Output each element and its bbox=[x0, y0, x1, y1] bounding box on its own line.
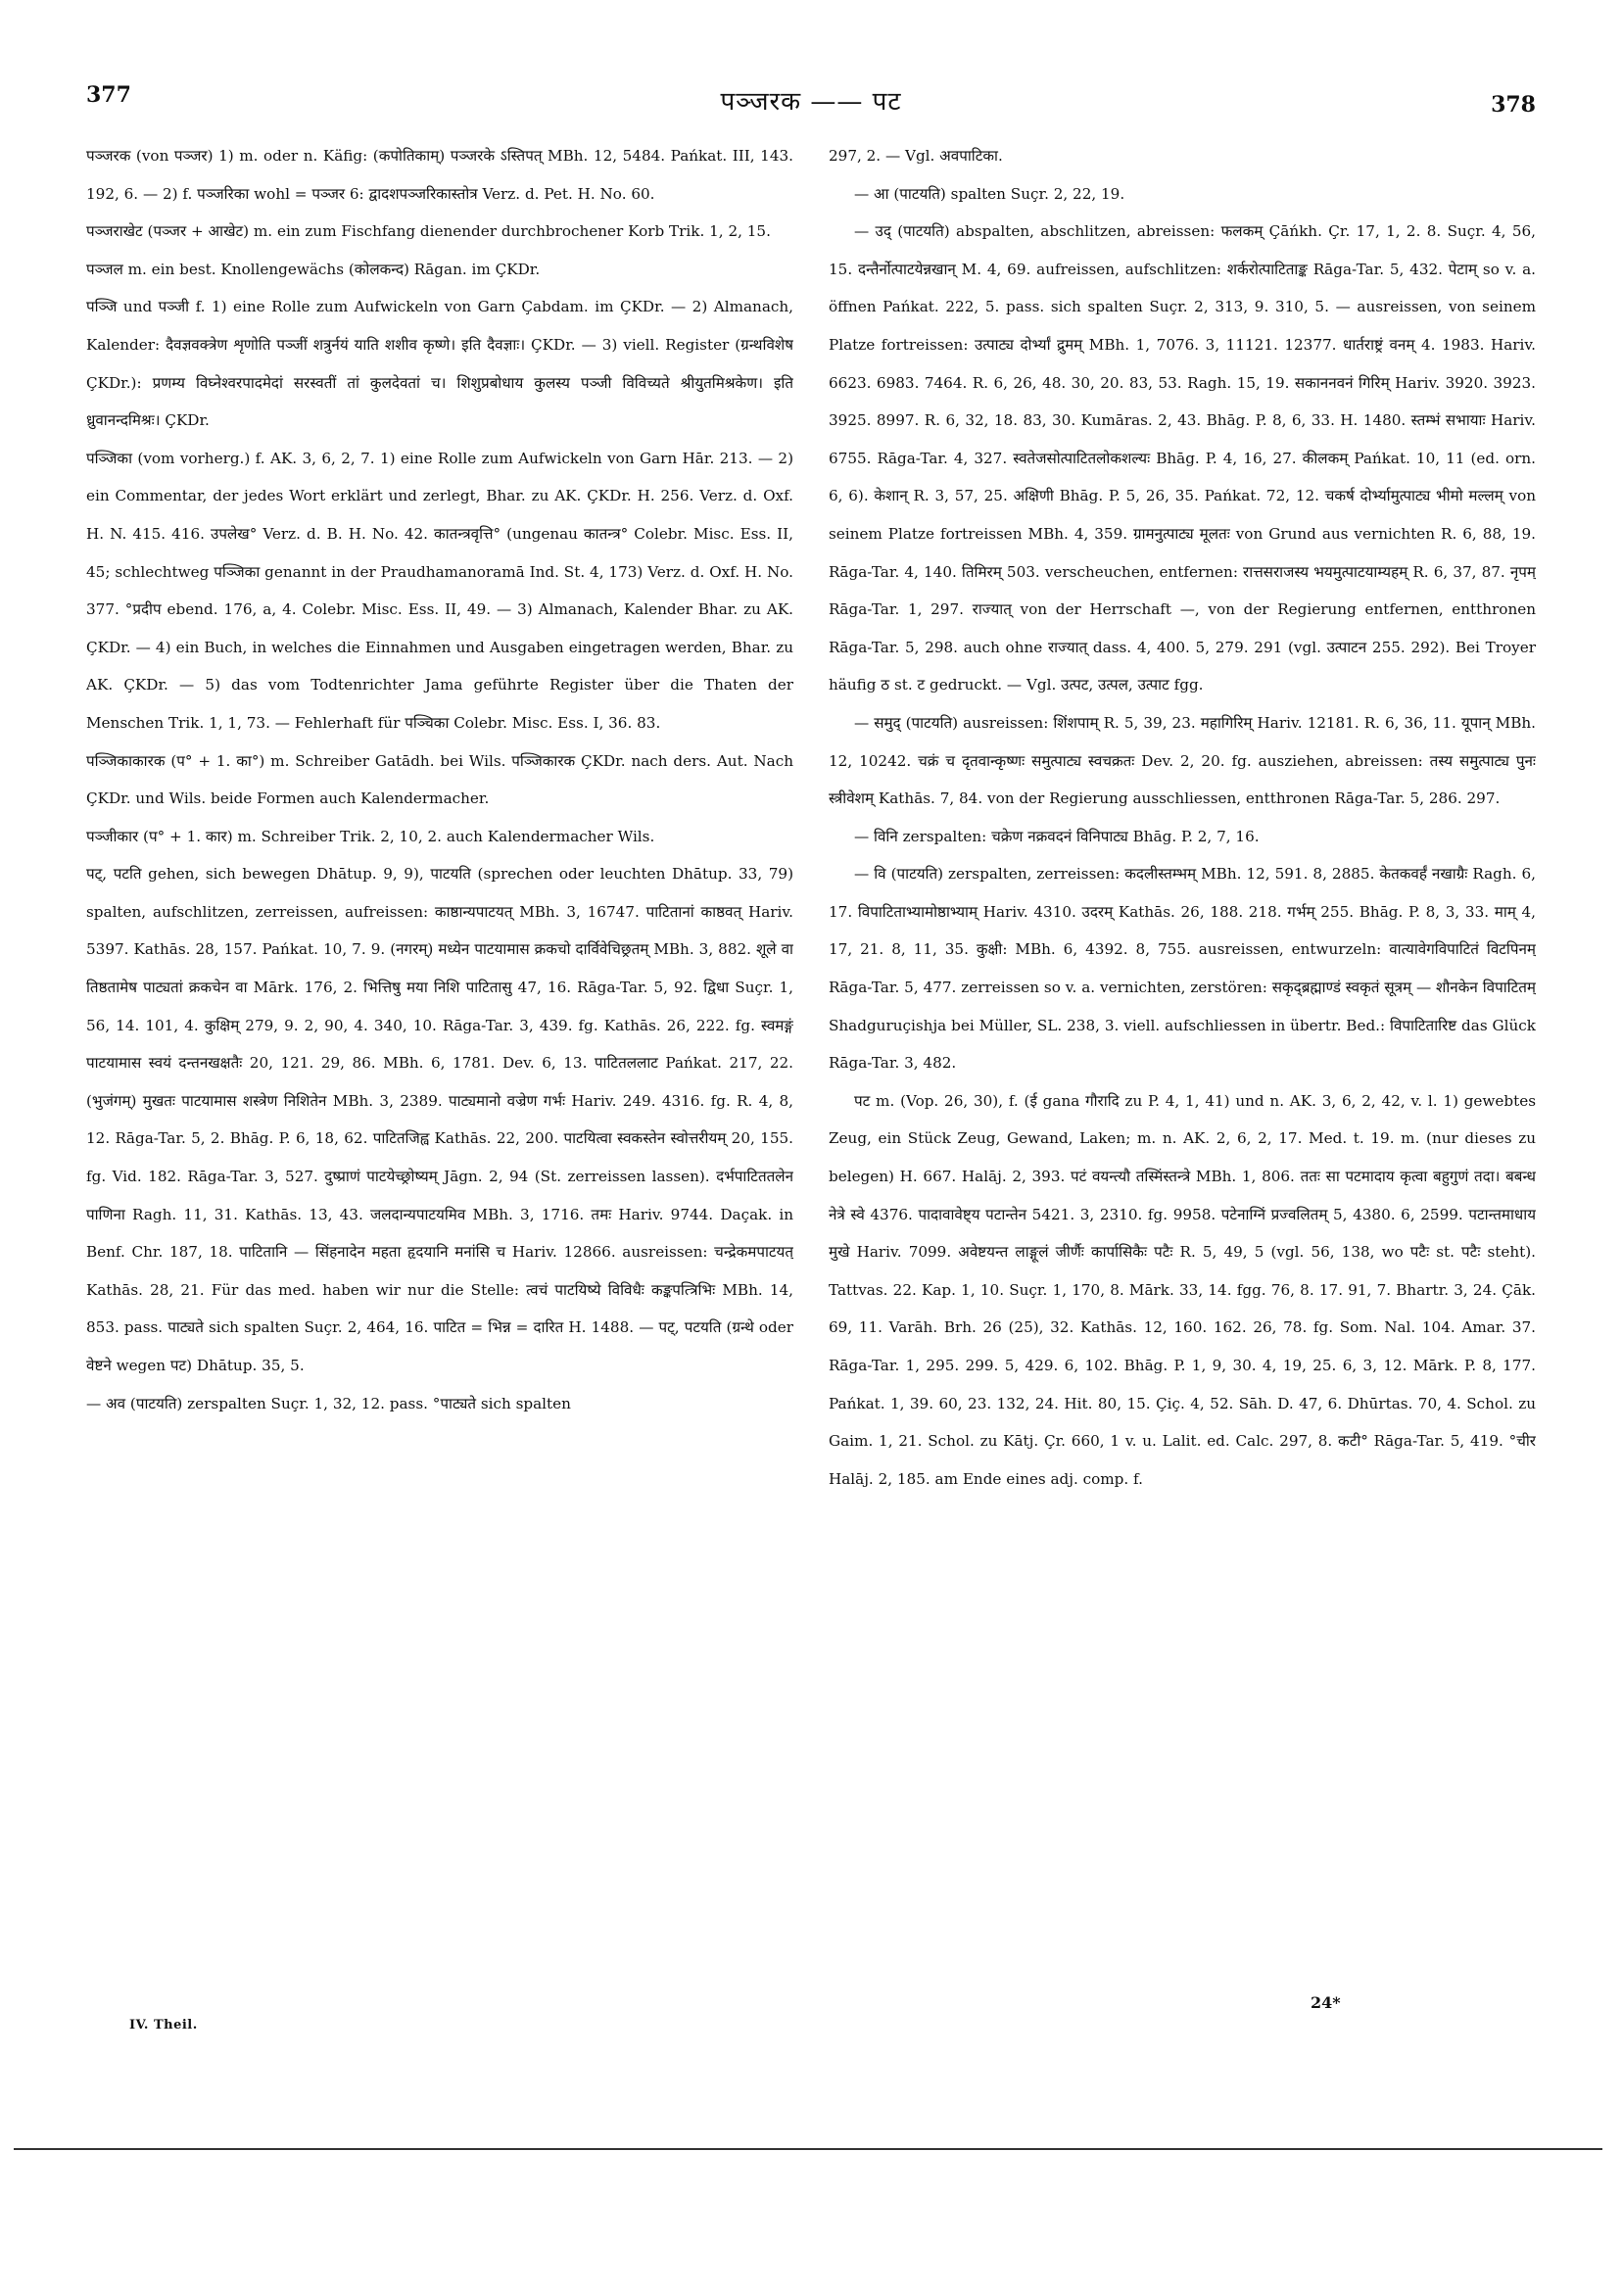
volume-note: IV. Theil. bbox=[129, 2018, 198, 2033]
entry-pat: पट्, पटति gehen, sich bewegen Dhātup. 9, 9), पाटयति (sprechen oder leuchten Dhātup. 33, 79) spalten, aufschlitzen, zerreissen, aufreissen: काष्ठान्यपाटयत् MBh. 3, 16747. पाटितानां काष्ठवत् Hariv. 5397. Kathās. 28, 157. Pańkat. 10, 7. 9. (नगरम्) मध्येन पाटयामास क्रकचो दार्विवेचिछ्रतम् MBh. 3, 882. शूले वा तिष्ठतामेष पाट्यतां क्रकचेन वा Mārk. 176, 2. भित्तिषु मया निशि पाटितासु 47, 16. Rāga-Tar. 5, 92. द्विधा Suçr. 1, 56, 14. 101, 4. कुक्षिम् 279, 9. 2, 90, 4. 340, 10. Rāga-Tar. 3, 439. fg. Kathās. 26, 222. fg. स्वमङ्गं पाटयामास स्वयं दन्तनखक्षतैः 20, 121. 29, 86. MBh. 6, 1781. Dev. 6, 13. पाटितललाट Pańkat. 217, 22. (भुजंगम्) मुखतः पाटयामास शस्त्रेण निशितेन MBh. 3, 2389. पाट्यमानो वज्रेण गर्भः Hariv. 249. 4316. fg. R. 4, 8, 12. Rāga-Tar. 5, 2. Bhāg. P. 6, 18, 62. पाटितजिह्व Kathās. 22, 200. पाटयित्वा स्वकस्तेन स्वोत्तरीयम् 20, 155. fg. Vid. 182. Rāga-Tar. 3, 527. दुष्प्राणं पाटयेच्छ्रोष्यम् Jāgn. 2, 94 (St. zerreissen lassen). दर्भपाटिततलेन पाणिना Ragh. 11, 31. Kathās. 13, 43. जलदान्यपाटयमिव MBh. 3, 1716. तमः Hariv. 9744. Daçak. in Benf. Chr. 187, 18. पाटितानि — सिंहनादेन महता हृदयानि मनांसि च Hariv. 12866. ausreissen: चन्द्रेकमपाटयत् Kathās. 28, 21. Für das med. haben wir nur die Stelle: त्वचं पाटयिष्ये विविधैः कङ्कपत्त्रिभिः MBh. 14, 853. pass. पाट्यते sich spalten Suçr. 2, 464, 16. पाटित = भिन्न = दारित H. 1488. — पट्, पटयति (ग्रन्थे oder वेष्टने wegen पट) Dhātup. 35, 5. bbox=[86, 865, 793, 1374]
entry-panjika: पञ्जिका (vom vorherg.) f. AK. 3, 6, 2, 7. 1) eine Rolle zum Aufwickeln von Garn Hār. 213. — 2) ein Commentar, der jedes Wort erklärt und zerlegt, Bhar. zu AK. ÇKDr. H. 256. Verz. d. Oxf. H. N. 415. 416. उपलेख° Verz. d. B. H. No. 42. कातन्त्रवृत्ति° (ungenau कातन्त्र° Colebr. Misc. Ess. II, 45; schlechtweg पञ्जिका genannt in der Praudhamanoramā Ind. St. 4, 173) Verz. d. Oxf. H. No. 377. °प्रदीप ebend. 176, a, 4. Colebr. Misc. Ess. II, 49. — 3) Almanach, Kalender Bhar. zu AK. ÇKDr. — 4) ein Buch, in welches die Einnahmen und Ausgaben eingetragen werden, Bhar. zu AK. ÇKDr. — 5) das vom Todtenrichter Jama geführte Register über die Thaten der Menschen Trik. 1, 1, 73. — Fehlerhaft für पञ्चिका Colebr. Misc. Ess. I, 36. 83. bbox=[86, 449, 793, 732]
entry-pat-a: — आ (पाटयति) spalten Suçr. 2, 22, 19. bbox=[854, 184, 1125, 203]
page-number-left: 377 bbox=[86, 82, 131, 108]
entry-pat-vini: — विनि zerspalten: चक्रेण नक्रवदनं विनिपाट्य Bhāg. P. 2, 7, 16. bbox=[854, 827, 1260, 845]
entry-panjikakaraka: पञ्जिकाकारक (प° + 1. का°) m. Schreiber Gatādh. bei Wils. पञ्जिकारक ÇKDr. nach ders. Aut. Nach ÇKDr. und Wils. beide Formen auch Kalendermacher. bbox=[86, 751, 793, 808]
running-head: पञ्जरक —— पट bbox=[720, 87, 902, 117]
entry-pat-vi: — वि (पाटयति) zerspalten, zerreissen: कदलीस्तम्भम् MBh. 12, 591. 8, 2885. केतकवर्हं नखाग्रैः Ragh. 6, 17. विपाटिताभ्यामोष्ठाभ्याम् Hariv. 4310. उदरम् Kathās. 26, 188. 218. गर्भम् 255. Bhāg. P. 8, 3, 33. माम् 4, 17, 21. 8, 11, 35. कुक्षी: MBh. 6, 4392. 8, 755. ausreissen, entwurzeln: वात्यावेगविपाटितं विटपिनम् Rāga-Tar. 5, 477. zerreissen so v. a. vernichten, zerstören: सकृद्ब्रह्माण्डं स्वकृतं सूत्रम् — शौनकेन विपाटितम् Shadguruçishja bei Müller, SL. 238, 3. viell. aufschliessen in übertr. Bed.: विपाटितारिष्ट das Glück Rāga-Tar. 3, 482. bbox=[829, 865, 1536, 1073]
entry-ava-continued: 297, 2. — Vgl. अवपाटिका. bbox=[829, 147, 1003, 165]
bottom-rule bbox=[14, 2148, 1602, 2150]
entry-panjala: पञ्जल m. ein best. Knollengewächs (कोलकन्द) Rāgan. im ÇKDr. bbox=[86, 260, 541, 278]
entry-panji: पञ्जि und पञ्जी f. 1) eine Rolle zum Aufwickeln von Garn Çabdam. im ÇKDr. — 2) Almanach, Kalender: दैवज्ञवक्त्रेण शृणोति पञ्जीं शत्रुर्नयं याति शशीव कृष्णे। इति दैवज्ञाः। ÇKDr. — 3) viell. Register (ग्रन्थविशेष ÇKDr.): प्रणम्य विघ्नेश्वरपादमेदां सरस्वतीं तां कुलदेवतां च। शिशुप्रबोधाय कुलस्य पञ्जी विविच्यते श्रीयुतमिश्रकेण। इति ध्रुवानन्दमिश्रः। ÇKDr. bbox=[86, 298, 793, 430]
right-column bbox=[829, 137, 1536, 2047]
entry-pat-ud: — उद् (पाटयति) abspalten, abschlitzen, abreissen: फलकम् Çāńkh. Çr. 17, 1, 2. 8. Suçr. 4, 56, 15. दन्तैर्नोत्पाटयेन्नखान् M. 4, 69. aufreissen, aufschlitzen: शर्करोत्पाटिताङ्क Rāga-Tar. 5, 432. पेटाम् so v. a. öffnen Pańkat. 222, 5. pass. sich spalten Suçr. 2, 313, 9. 310, 5. — ausreissen, von seinem Platze fortreissen: उत्पाट्य दोर्भ्यां द्रुमम् MBh. 1, 7076. 3, 11121. 12377. धार्तराष्ट्रं वनम् 4. 1983. Hariv. 6623. 6983. 7464. R. 6, 26, 48. 30, 20. 83, 53. Ragh. 15, 19. सकाननवनं गिरिम् Hariv. 3920. 3923. 3925. 8997. R. 6, 32, 18. 83, 30. Kumāras. 2, 43. Bhāg. P. 8, 6, 33. H. 1480. स्तम्भं सभायाः Hariv. 6755. Rāga-Tar. 4, 327. स्वतेजसोत्पाटितलोकशल्यः Bhāg. P. 4, 16, 27. कीलकम् Pańkat. 10, 11 (ed. orn. 6, 6). केशान् R. 3, 57, 25. अक्षिणी Bhāg. P. 5, 26, 35. Pańkat. 72, 12. चकर्ष दोर्भ्यामुत्पाट्य भीमो मल्लम् von seinem Platze fortreissen MBh. 4, 359. ग्रामनुत्पाट्य मूलतः von Grund aus vernichten R. 6, 88, 19. Rāga-Tar. 4, 140. तिमिरम् 503. verscheuchen, entfernen: रात्तसराजस्य भयमुत्पाटयाम्यहम् R. 6, 37, 87. नृपम् Rāga-Tar. 1, 297. राज्यात् von der Herrschaft —, von der Regierung entfernen, entthronen Rāga-Tar. 5, 298. auch ohne राज्यात् dass. 4, 400. 5, 279. 291 (vgl. उत्पाटन 255. 292). Bei Troyer häufig ठ st. ट gedruckt. — Vgl. उत्पट, उत्पल, उत्पाट fgg. bbox=[829, 222, 1536, 694]
page-number-right: 378 bbox=[1491, 92, 1536, 118]
entry-pat-ava: — अव (पाटयति) zerspalten Suçr. 1, 32, 12. pass. °पाट्यते sich spalten bbox=[86, 1394, 571, 1412]
page-header bbox=[86, 82, 1536, 121]
entry-pata: पट m. (Vop. 26, 30), f. (ई gana गौरादि zu P. 4, 1, 41) und n. AK. 3, 6, 2, 42, v. l. 1) gewebtes Zeug, ein Stück Zeug, Gewand, Laken; m. n. AK. 2, 6, 2, 17. Med. t. 19. m. (nur dieses zu belegen) H. 667. Halāj. 2, 393. पटं वयन्त्यौ तस्मिंस्तन्त्रे MBh. 1, 806. ततः सा पटमादाय कृत्वा बहुगुणं तदा। बबन्ध नेत्रे स्वे 4376. पादावावेष्ट्य पटान्तेन 5421. 3, 2310. fg. 9958. पटेनाग्निं प्रज्वलितम् 5, 4380. 6, 2599. पटान्तमाधाय मुखे Hariv. 7099. अवेष्टयन्त लाङ्गूलं जीर्णैः कार्पासिकैः पटैः R. 5, 49, 5 (vgl. 56, 138, wo पटैः st. पटैः steht). Tattvas. 22. Kap. 1, 10. Suçr. 1, 170, 8. Mārk. 33, 14. fgg. 76, 8. 17. 91, 7. Bhartr. 3, 24. Çāk. 69, 11. Varāh. Brh. 26 (25), 32. Kathās. 12, 160. 162. 26, 78. fg. Som. Nal. 104. Amar. 37. Rāga-Tar. 1, 295. 299. 5, 429. 6, 102. Bhāg. P. 1, 9, 30. 4, 19, 25. 6, 3, 12. Mārk. P. 8, 177. Pańkat. 1, 39. 60, 23. 132, 24. Hit. 80, 15. Çiç. 4, 52. Sāh. D. 47, 6. Dhūrtas. 70, 4. Schol. zu Gaim. 1, 21. Schol. zu Kātj. Çr. 660, 1 v. u. Lalit. ed. Calc. 297, 8. कटी° Rāga-Tar. 5, 419. °चीर Halāj. 2, 185. am Ende eines adj. comp. f. bbox=[829, 1091, 1536, 1488]
entry-pat-samud: — समुद् (पाटयति) ausreissen: शिंशपाम् R. 5, 39, 23. महागिरिम् Hariv. 12181. R. 6, 36, 11. यूपान् MBh. 12, 10242. चक्रं च दृतवान्कृष्णः समुत्पाट्य स्वचक्रतः Dev. 2, 20. fg. ausziehen, abreissen: तस्य समुत्पाट्य पुनः स्त्रीवेशम् Kathās. 7, 84. von der Regierung ausschliessen, entthronen Rāga-Tar. 5, 286. 297. bbox=[829, 713, 1536, 808]
entry-panjarakheta: पञ्जराखेट (पञ्जर + आखेट) m. ein zum Fischfang dienender durchbrochener Korb Trik. 1, 2, 15. bbox=[86, 222, 771, 241]
left-column bbox=[86, 137, 793, 2047]
signature-mark: 24* bbox=[1311, 1993, 1341, 2012]
entry-panjikara: पञ्जीकार (प° + 1. कार) m. Schreiber Trik. 2, 10, 2. auch Kalendermacher Wils. bbox=[86, 827, 655, 845]
entry-panjaraka: पञ्जरक (von पञ्जर) 1) m. oder n. Käfig: (कपोतिकाम्) पञ्जरके ऽस्तिपत् MBh. 12, 5484. Pańkat. III, 143. 192, 6. — 2) f. पञ्जरिका wohl = पञ्जर 6: द्वादशपञ्जरिकास्तोत्र Verz. d. Pet. H. No. 60. bbox=[86, 147, 793, 203]
